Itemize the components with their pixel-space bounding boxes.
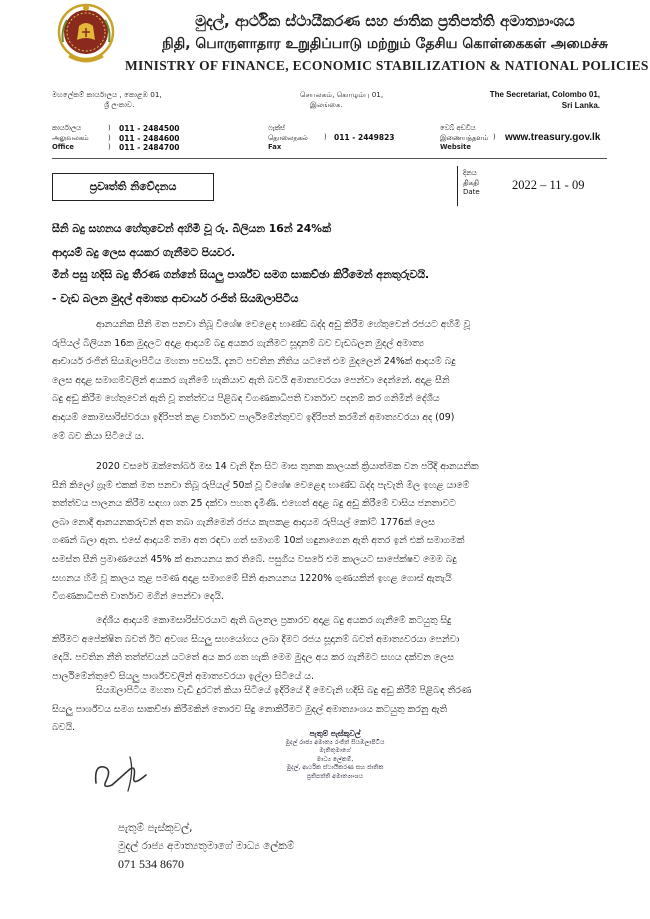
address-sinhala: මහලේකම් කාර්යාලය , කොළඹ 01, ශ්‍රී ලංකාව.	[52, 90, 162, 109]
fax-label: ෆැක්ස් தொலைநகல் Fax	[268, 124, 308, 151]
footer-title: මුදල් රාජ්‍ය අමාත්‍යතුමාගේ මාධ්‍ය ලේකම්	[118, 840, 295, 852]
body-paragraph: 2020 වසරේ ඔක්තෝබර් මස 14 වැනි දින සිට මාස තුනක කාලයක් ක්‍රියාත්මක වන පරිදි ආනයනික සීනි කිලෝ ග්‍රෑම් එකක් මත පනවා තිබූ රුපියල් 50ක් වූ විශේෂ වෙළෙඳ භාණ්ඩ බද්ද පැවැති මිල ඉහළ යාමේ තත්ත්වය පාලනය කිරීම සඳහා ශත 25 දක්වා පහත දැමිණි. එහෙත් අදාළ බදු අඩු කිරීමේ වාසිය ජනතාවට ලබා නොදී ආනයනකරුවන් අත තබා ගැනීමෙන් රජය කැපකළ ආදායම රුපියල් කෝටි 1776ක් ලෙස ගණන් බලා ඇත. එසේ ආදායම් තමා අත රඳවා ගත් සමාගම් 10ක් හඳුනාගෙන ඇති අතර ඉන් එක් සමාගමක් සමස්ත සීනි ප්‍රමාණයෙන් 45% ක් ආනයනය කර තිබේ. පසුගිය වසරේ එම කාලයට සාපේක්ෂව මෙම බදු සහනය හිමි වූ කාලය තුළ පමණ අදාළ සමාගමේ සීනි ආනයනය 1220% ගුණයකින් ඉහළ ගොස් ඇතැයි විගණකාධිපති වාර්තාව මගින් පෙන්වා දෙයි.	[52, 461, 479, 603]
footer-name: පැතුම් පැස්කුවල්,	[118, 822, 193, 834]
date-label: දිනය திகதி Date	[463, 169, 480, 196]
footer-phone: 071 534 8670	[118, 857, 184, 871]
office-label: කාර්යාලය அலுவலகம் Office	[52, 124, 89, 151]
ministry-name-sinhala: මුදල්, ආර්ථික ස්ථායීකරණ සහ ජාතික ප්‍රතිපත්ති අමාත්‍යාංශය	[195, 12, 575, 30]
office-numbers: 011 - 2484500 011 - 2484600 011 - 2484700	[119, 124, 180, 152]
address-tamil: செயலகம், கொழும்பு 01, இலங்கை.	[300, 90, 384, 109]
fax-number: 011 - 2449823	[334, 133, 395, 142]
title-line: සීනි බදු සහනය හේතුවෙන් අහිමි වූ රු. බිලියන 16න් 24%ක්	[52, 222, 331, 235]
header-divider	[52, 158, 607, 159]
ministry-name-english: MINISTRY OF FINANCE, ECONOMIC STABILIZATION & NATIONAL POLICIES	[125, 58, 649, 73]
body-paragraph: සියඹලාපිටිය මහතා වැඩි දුරටත් කියා සිටියේ ඉදිරියේ දී මෙවැනි හදිසි බදු අඩු කිරීම් පිළිබඳ තීරණ සියලු පාර්ශ්වය සමග සාකච්ඡා කිරීමකින් තොරව සිදු නොකිරීමට මුදල් අමාත්‍යාංශය කටයුතු කරනු ඇති බවයි.	[52, 685, 472, 734]
date-divider	[457, 166, 458, 206]
website-link[interactable]: www.treasury.gov.lk	[505, 132, 601, 143]
title-line: මින් පසු හදිසි බදු තීරණ ගන්නේ සියලු පාර්ශ්ව සමග සාකච්ඡා කිරීමෙන් අනතුරුවයි.	[52, 268, 430, 281]
website-label: වෙබ් අඩවිය இணையத்தளம் Website	[440, 124, 488, 151]
ministry-name-tamil: நிதி, பொருளாதார உறுதிப்பாடு மற்றும் தேசிய கொள்கைகள் அமைச்சு	[162, 36, 608, 52]
address-english: The Secretariat, Colombo 01, Sri Lanka.	[489, 90, 600, 110]
title-line: ආදායම් බදු ලෙස අයකර ගැනීමට පියවර.	[52, 246, 236, 259]
title-line: - වැඩ බලන මුදල් අමාත්‍ය ආචාර්ය රංජිත් සියඹලාපිටිය	[52, 292, 299, 305]
sri-lanka-emblem-icon	[55, 2, 117, 68]
official-stamp: පැතුම් පැස්කුවල් මුදල් රාජ්‍ය අමාත්‍ය රංජිත් සියඹලාපිටිය මැතිතුමාගේ මාධ්‍ය ලේකම්, මුදල්, ආර්ථික ස්ථායීකරණ සහ ජාතික ප්‍රතිපත්ති අමාත්‍යාංශය	[285, 729, 385, 780]
body-paragraph: දේශීය ආදායම් කොමසාරිස්වරයාට ඇති බලතල ප්‍රකාරව අදාළ බදු අයකර ගැනීමේ කටයුතු සිදු කිරීමට අපේක්ෂිත බවත් ඊට අවශ්‍ය සියලු සහයෝගය ලබා දීමට රජය සූදානම් බවත් අමාත්‍යවරයා පෙන්වා දෙයි. පවතින නීති තත්ත්වයන් යටතේ අය කර ගත හැකි මෙම මුදල අය කර ගැනීමට සහය දක්වන ලෙස පාර්ලිමේන්තුවේ සියලු පාර්ශ්වවලින් අමාත්‍යවරයා ඉල්ලා සිටියේ ය.	[52, 615, 460, 682]
press-release-label: ප්‍රවෘත්ති නිවේදනය	[52, 173, 214, 201]
signature-icon	[90, 745, 185, 795]
body-paragraph: ආනයනික සීනි මත පනවා තිබූ විශේෂ වෙළෙඳ භාණ්ඩ බද්ද අඩු කිරීම හේතුවෙන් රජයට අහිමි වූ රුපියල් බිලියන 16ක මුදලට අදාළ ආදායම් බදු අයකර ගැනීමට සූදානම් බව වැඩබලන මුදල් අමාත්‍ය ආචාර්ය රංජිත් සියඹලාපිටිය මහතා පවසයි. දැනට පවතින නීතිය යටතේ එම මුදලෙන් 24%ක් ආදායම් බදු ලෙස අදාළ සමාගම්වලින් අයකර ගැනීමේ හැකියාව ඇති බවයි අමාත්‍යවරයා පෙන්වා දෙන්නේ. අදාළ සීනි බදු අඩු කිරීම හේතුවෙන් ඇති වූ තත්ත්වය පිළිබඳ විගණකාධිපති වාර්තාව පදනම් කර ගනිමින් දේශීය ආදායම් කොමසාරිස්වරයා ඉදිරිපත් කළ වාර්තාව පාර්ලිමේන්තුවට ඉදිරිපත් කරමින් අමාත්‍යවරයා අද (09) මේ බව කියා සිටියේ ය.	[52, 319, 471, 442]
date-value: 2022 – 11 - 09	[512, 178, 585, 192]
